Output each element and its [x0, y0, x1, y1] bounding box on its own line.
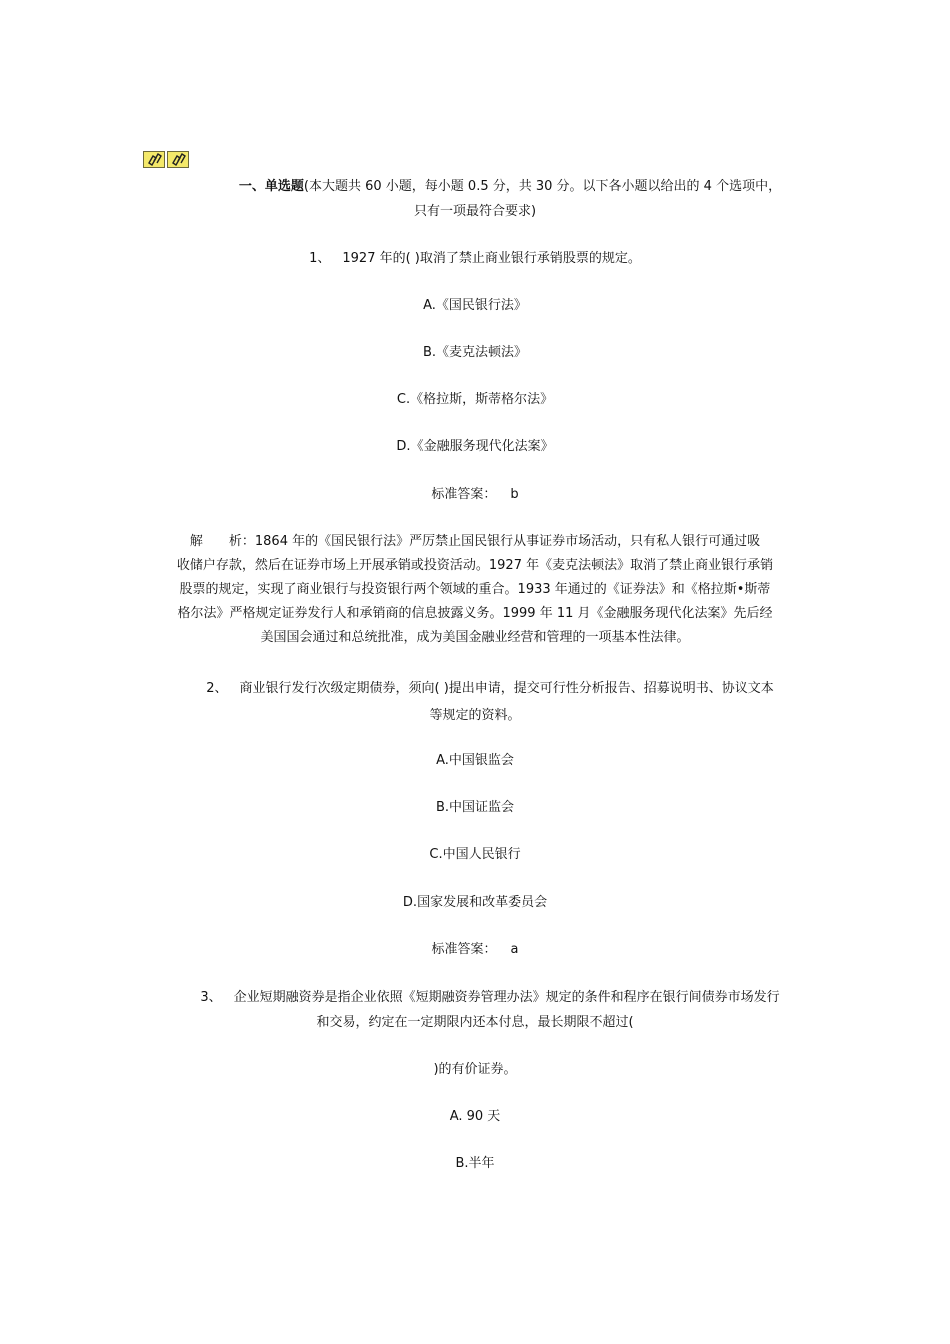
analysis-line: 解 析：1864 年的《国民银行法》严厉禁止国民银行从事证券市场活动，只有私人银行可通过吸	[189, 534, 761, 549]
answer-label: 标准答案：	[431, 942, 497, 957]
analysis-line: 收储户存款，然后在证券市场上开展承销或投资活动。1927 年《麦克法顿法》取消了禁止商业银行承销	[176, 558, 774, 573]
analysis-line: 美国国会通过和总统批准，成为美国金融业经营和管理的一项基本性法律。	[260, 630, 690, 645]
question-2-stem	[15, 680, 950, 698]
section-title	[35, 178, 950, 196]
question-2-option-a: A.中国银监会	[436, 753, 514, 768]
question-1-stem	[0, 250, 950, 268]
question-text: 企业短期融资券是指企业依照《短期融资券管理办法》规定的条件和程序在银行间债券市场发行	[233, 990, 780, 1005]
question-3-stem	[15, 989, 950, 1007]
question-text: 1927 年的( )取消了禁止商业银行承销股票的规定。	[342, 251, 641, 266]
question-2-option-b: B.中国证监会	[435, 800, 515, 815]
link-icon[interactable]	[167, 151, 189, 168]
question-text: 商业银行发行次级定期债券，须向( )提出申请，提交可行性分析报告、招募说明书、协议文本	[239, 681, 774, 696]
answer-value: a	[510, 942, 519, 957]
question-2-option-d: D.国家发展和改革委员会	[402, 895, 548, 910]
toolbar-icons	[143, 151, 189, 168]
question-1-option-a: A.《国民银行法》	[423, 298, 527, 313]
question-1-option-d: D.《金融服务现代化法案》	[396, 439, 554, 454]
link-icon[interactable]	[143, 151, 165, 168]
question-2-stem-line2: 等规定的资料。	[429, 708, 521, 723]
question-number: 1、	[309, 251, 331, 266]
question-number: 3、	[200, 990, 222, 1005]
section-title-rest: (本大题共 60 小题，每小题 0.5 分，共 30 分。以下各小题以给出的 4 个选项中，	[303, 179, 782, 194]
question-3-stem-line3: )的有价证券。	[433, 1062, 517, 1077]
question-1-option-c: C.《格拉斯，斯蒂格尔法》	[396, 392, 554, 407]
question-number: 2、	[206, 681, 228, 696]
analysis-line: 格尔法》严格规定证券发行人和承销商的信息披露义务。1999 年 11 月《金融服务现代化法案》先后经	[177, 606, 773, 621]
question-2-answer	[0, 941, 950, 959]
question-3-option-a: A. 90 天	[449, 1109, 501, 1124]
answer-label: 标准答案：	[431, 487, 497, 502]
question-3-option-b: B.半年	[455, 1156, 495, 1171]
section-title-bold: 一、单选题	[238, 179, 304, 194]
answer-value: b	[510, 487, 519, 502]
question-1-answer	[0, 486, 950, 504]
question-3-stem-line2: 和交易，约定在一定期限内还本付息，最长期限不超过(	[316, 1015, 634, 1030]
question-2-option-c: C.中国人民银行	[429, 847, 521, 862]
section-title-line2: 只有一项最符合要求)	[413, 204, 537, 219]
question-1-option-b: B.《麦克法顿法》	[422, 345, 528, 360]
question-1-analysis	[140, 530, 810, 650]
analysis-line: 股票的规定，实现了商业银行与投资银行两个领域的重合。1933 年通过的《证券法》和《格拉斯•斯蒂	[179, 582, 771, 597]
